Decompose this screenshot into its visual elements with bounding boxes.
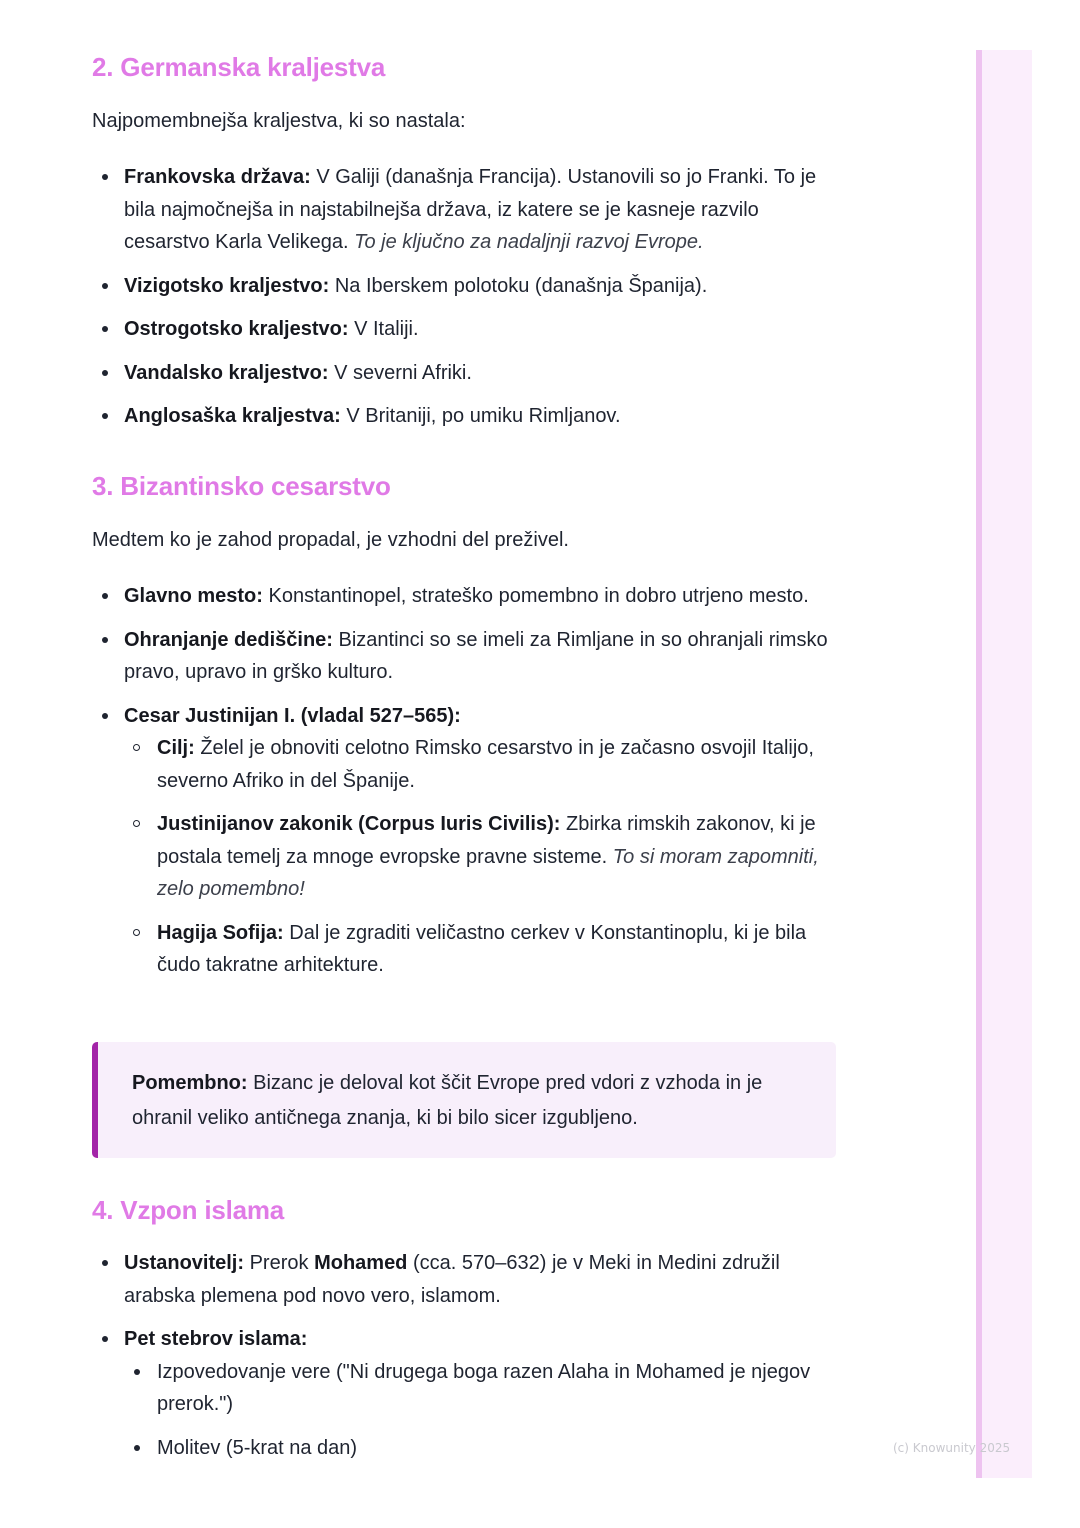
list-item: Ohranjanje dediščine: Bizantinci so se imeli za Rimljane in so ohranjali rimsko pravo, upravo in grško kulturo. [92, 624, 832, 689]
pillars-sublist [124, 1356, 832, 1465]
section-intro: Medtem ko je zahod propadal, je vzhodni del preživel. [92, 529, 569, 551]
list-item: Vandalsko kraljestvo: V severni Afriki. [92, 357, 832, 390]
list-item: Ustanovitelj: Prerok Mohamed (cca. 570–632) je v Meki in Medini združil arabska plemena pod novo vero, islamom. [92, 1247, 832, 1312]
side-rail-line [976, 50, 982, 1478]
section-intro: Najpomembnejša kraljestva, ki so nastala: [92, 110, 466, 132]
section-heading: 2. Germanska kraljestva [92, 52, 386, 82]
list-item: Ostrogotsko kraljestvo: V Italiji. [92, 313, 832, 346]
list-item: Anglosaška kraljestva: V Britaniji, po umiku Rimljanov. [92, 400, 832, 433]
sublist-item: Molitev (5-krat na dan) [124, 1432, 832, 1465]
side-rail [977, 50, 1032, 1478]
list-item: Pet stebrov islama: Izpovedovanje vere ("Ni drugega boga razen Alaha in Mohamed je njegov prerok.") Molitev (5-krat na dan) [92, 1323, 832, 1464]
list-item: Cesar Justinijan I. (vladal 527–565): Cilj: Želel je obnoviti celotno Rimsko cesarstvo in je začasno osvojil Italijo, severno Afriko in del Španije. Justinijanov zakonik (Corpus Iuris Civilis): Zbirka rimskih zakonov, ki je postala temelj za mnoge evropske pravne sisteme. To si moram zapomniti, zelo pomembno! Hagija Sofija: Dal je zgraditi veličastno cerkev v Konstantinoplu, ki je bila čudo takratne arhitekture. [92, 700, 832, 982]
kingdoms-list [92, 161, 832, 444]
sublist-item: Hagija Sofija: Dal je zgraditi veličastno cerkev v Konstantinoplu, ki je bila čudo takratne arhitekture. [124, 917, 832, 982]
section-heading: 4. Vzpon islama [92, 1195, 285, 1225]
justinian-sublist [124, 732, 832, 982]
list-item: Glavno mesto: Konstantinopel, strateško pomembno in dobro utrjeno mesto. [92, 580, 832, 613]
islam-list [92, 1247, 832, 1475]
list-item: Vizigotsko kraljestvo: Na Iberskem polotoku (današnja Španija). [92, 270, 832, 303]
list-item: Frankovska država: V Galiji (današnja Francija). Ustanovili so jo Franki. To je bila najmočnejša in najstabilnejša država, iz katere se je kasneje razvilo cesarstvo Karla Velikega. To je ključno za nadaljnji razvoj Evrope. [92, 161, 832, 259]
copyright-footer: (c) Knowunity 2025 [893, 1441, 1011, 1455]
important-callout: Pomembno: Bizanc je deloval kot ščit Evrope pred vdori z vzhoda in je ohranil veliko antičnega znanja, ki bi bilo sicer izgubljeno. [92, 1042, 836, 1158]
section-heading: 3. Bizantinsko cesarstvo [92, 471, 391, 501]
sublist-item: Justinijanov zakonik (Corpus Iuris Civilis): Zbirka rimskih zakonov, ki je postala temelj za mnoge evropske pravne sisteme. To si moram zapomniti, zelo pomembno! [124, 808, 832, 906]
sublist-item: Cilj: Želel je obnoviti celotno Rimsko cesarstvo in je začasno osvojil Italijo, severno Afriko in del Španije. [124, 732, 832, 797]
sublist-item: Izpovedovanje vere ("Ni drugega boga razen Alaha in Mohamed je njegov prerok.") [124, 1356, 832, 1421]
byzantium-list [92, 580, 832, 993]
